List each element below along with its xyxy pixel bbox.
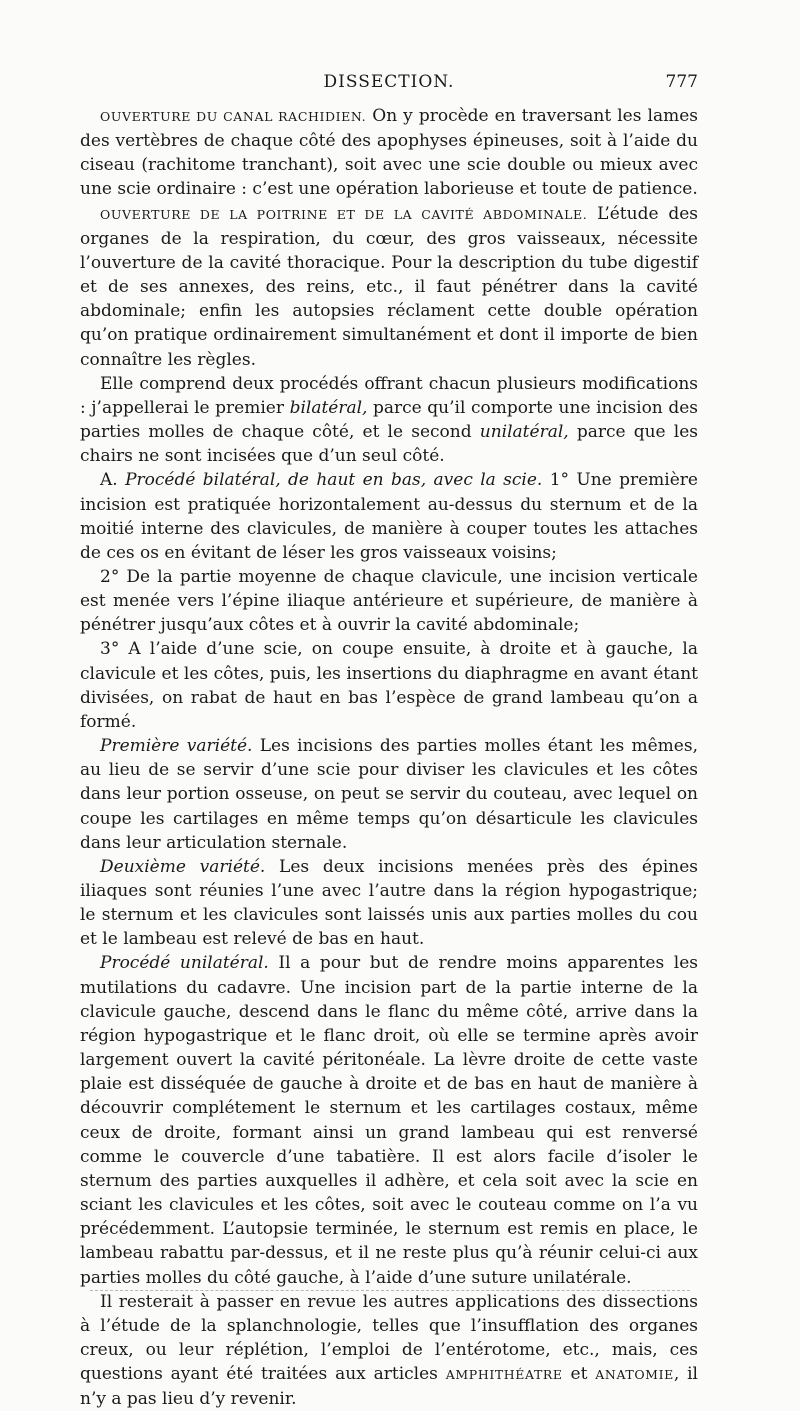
paragraph-deuxieme-variete: Deuxième variété. Les deux incisions menées près des épines iliaques sont réunies l’une avec l’autre dans la région hypogastrique; le sternum et les clavicules sont laissés unis aux parties molles du cou et le lambeau est relevé de bas en haut. [80,856,699,950]
paragraph-poitrine-abdomen: OUVERTURE DE LA POITRINE ET DE LA CAVITÉ ABDOMINALE. L’étude des organes de la respiration, du cœur, des gros vaisseaux, nécessite l’ouverture de la cavité thoracique. Pour la description du tube digestif et de ses annexes, des reins, etc., il faut pénétrer dans la cavité abdominale; enfin les autopsies réclament cette double opération qu’on pratique ordinairement simultanément et dont il importe de bien connaître les règles. [80,203,698,370]
page-header [80,72,698,98]
article-reference: ANATOMIE [595,1367,674,1383]
paragraph-canal-rachidien: OUVERTURE DU CANAL RACHIDIEN. On y procède en traversant les lames des vertèbres de chaque côté des apophyses épineuses, soit à l’aide du ciseau (rachitome tranchant), soit avec une scie double ou mieux avec une scie ordinaire : c’est une opération laborieuse et toute de patience. [80,106,698,200]
variety-title: Deuxième variété. [100,856,266,877]
variety-title: Première variété. [100,736,253,757]
page-number: 777 [665,72,698,92]
paragraph-procede-bilateral: A. Procédé bilatéral, de haut en bas, avec la scie. 1° Une première incision est pratiquée horizontalement au-dessus du sternum et de la moitié interne des clavicules, de manière à couper toutes les attaches de ces os en évitant de léser les gros vaisseaux voisins; [80,470,698,563]
paragraph-procedes: Elle comprend deux procédés offrant chacun plusieurs modifications : j’appellerai le premier bilatéral, parce qu’il comporte une incision des parties molles de chaque côté, et le second unilatéral, parce que les chairs ne sont incisées que d’un seul côté. [80,373,698,467]
paragraph-procede-unilateral: Procédé unilatéral. Il a pour but de rendre moins apparentes les mutilations du cadavre. Une incision part de la partie interne de la clavicule gauche, descend dans le flanc du même côté, arrive dans la région hypogastrique et le flanc droit, où elle se termine après avoir largement ouvert la cavité péritonéale. La lèvre droite de cette vaste plaie est disséquée de gauche à droite et de bas en haut de manière à découvrir complétement le sternum et les cartilages costaux, même ceux de droite, formant ainsi un grand lambeau qui est renversé comme le couvercle d’une tabatière. Il est alors facile d’isoler le sternum des parties auxquelles il adhère, et cela soit avec la scie en sciant les clavicules et les côtes, soit avec le couteau comme on l’a vu précédemment. L’autopsie terminée, le sternum est remis en place, le lambeau rabattu par-dessus, et il ne reste plus qu’à réunir celui-ci aux parties molles du côté gauche, à l’aide d’une suture unilatérale. [80,953,698,1288]
article-reference: AMPHITHÉATRE [445,1367,563,1383]
paragraph-step-3: 3° A l’aide d’une scie, on coupe ensuite, à droite et à gauche, la clavicule et les côtes, puis, les insertions du diaphragme en avant étant divisées, on rabat de haut en bas l’espèce de grand lambeau qu’on a formé. [80,639,698,732]
body-text [80,104,698,1411]
paragraph-step-2: 2° De la partie moyenne de chaque clavicule, une incision verticale est menée vers l’épine iliaque antérieure et supérieure, de manière à pénétrer jusqu’aux côtes et à ouvrir la cavité abdominale; [80,566,698,636]
section-heading: OUVERTURE DE LA POITRINE ET DE LA CAVITÉ ABDOMINALE. [100,206,588,222]
paragraph-conclusion: Il resterait à passer en revue les autres applications des dissections à l’étude de la splanchnologie, telles que l’insufflation des organes creux, ou leur réplétion, l’emploi de l’entérotome, etc., mais, ces questions ayant été traitées aux articles AMPHITHÉATRE et ANATOMIE, il n’y a pas lieu d’y revenir. [80,1291,698,1410]
procedure-title: Procédé bilatéral, de haut en bas, avec la scie. [117,470,543,491]
section-heading: OUVERTURE DU CANAL RACHIDIEN. [100,109,367,124]
running-title: DISSECTION. [323,72,455,92]
page [80,72,698,1411]
procedure-title: Procédé unilatéral. [100,953,269,974]
paragraph-premiere-variete: Première variété. Les incisions des parties molles étant les mêmes, au lieu de se servir d’une scie pour diviser les clavicules et les côtes dans leur portion osseuse, on peut se servir du couteau, avec lequel on coupe les cartilages en même temps qu’on désarticule les clavicules dans leur articulation sternale. [80,736,698,853]
footer-rule [90,1290,690,1291]
